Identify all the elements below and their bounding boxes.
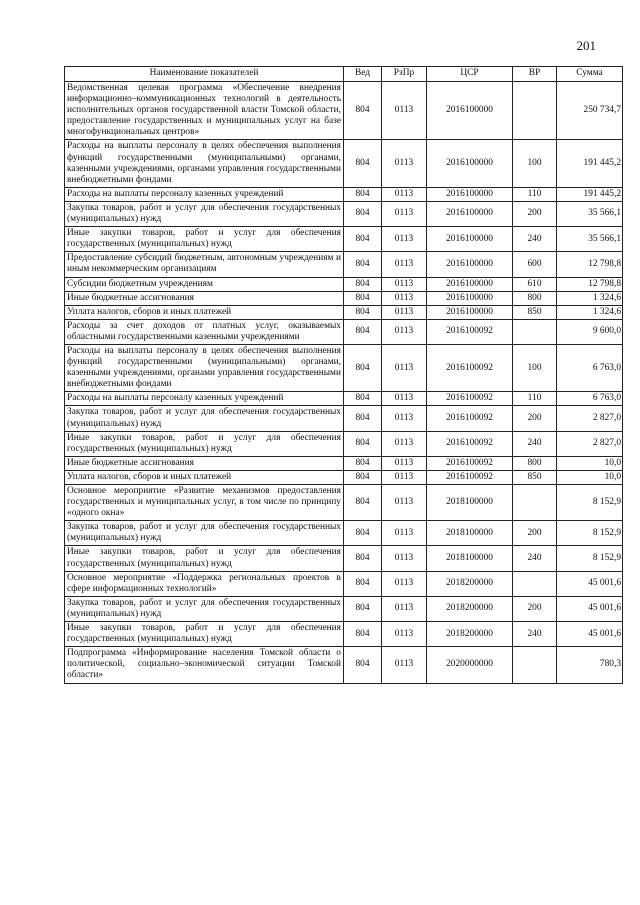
table-row	[65, 546, 623, 571]
cell-csr: 2016100092	[427, 344, 513, 391]
cell-ved: 804	[344, 470, 382, 484]
table-row	[65, 291, 623, 305]
cell-rzpr: 0113	[382, 596, 427, 621]
cell-name: Расходы за счет доходов от платных услуг, оказываемых областными государственными казенными учреждениями	[65, 319, 344, 344]
cell-ved: 804	[344, 406, 382, 431]
cell-name: Расходы на выплаты персоналу казенных учреждений	[65, 392, 344, 406]
table-row	[65, 201, 623, 226]
table-row	[65, 140, 623, 187]
cell-ved: 804	[344, 305, 382, 319]
cell-sum: 8 152,9	[557, 521, 623, 546]
cell-rzpr: 0113	[382, 622, 427, 647]
cell-csr: 2016100000	[427, 252, 513, 277]
cell-rzpr: 0113	[382, 252, 427, 277]
cell-ved: 804	[344, 546, 382, 571]
table-row	[65, 392, 623, 406]
table-row	[65, 305, 623, 319]
table-row	[65, 622, 623, 647]
cell-rzpr: 0113	[382, 82, 427, 140]
cell-name: Иные бюджетные ассигнования	[65, 456, 344, 470]
cell-csr: 2018100000	[427, 546, 513, 571]
cell-sum: 45 001,6	[557, 596, 623, 621]
cell-ved: 804	[344, 456, 382, 470]
table-row	[65, 596, 623, 621]
cell-csr: 2016100000	[427, 305, 513, 319]
table-row	[65, 431, 623, 456]
cell-vr: 800	[513, 291, 557, 305]
cell-ved: 804	[344, 140, 382, 187]
cell-ved: 804	[344, 622, 382, 647]
cell-name: Закупка товаров, работ и услуг для обеспечения государственных (муниципальных) нужд	[65, 596, 344, 621]
cell-csr: 2020000000	[427, 647, 513, 683]
table-row	[65, 406, 623, 431]
cell-ved: 804	[344, 201, 382, 226]
cell-rzpr: 0113	[382, 187, 427, 201]
cell-name: Расходы на выплаты персоналу в целях обеспечения выполнения функций государственными (муниципальными) органами, казенными учреждениями, органами управления государственными внебюджетными фондами	[65, 344, 344, 391]
cell-csr: 2016100000	[427, 227, 513, 252]
header-ved: Вед	[344, 67, 382, 82]
cell-vr: 200	[513, 521, 557, 546]
table-body	[65, 82, 623, 684]
cell-rzpr: 0113	[382, 392, 427, 406]
cell-csr: 2016100092	[427, 470, 513, 484]
cell-csr: 2018200000	[427, 622, 513, 647]
cell-sum: 191 445,2	[557, 140, 623, 187]
cell-name: Уплата налогов, сборов и иных платежей	[65, 470, 344, 484]
cell-sum: 8 152,9	[557, 546, 623, 571]
table-row	[65, 227, 623, 252]
cell-rzpr: 0113	[382, 431, 427, 456]
cell-rzpr: 0113	[382, 277, 427, 291]
cell-sum: 45 001,6	[557, 571, 623, 596]
cell-rzpr: 0113	[382, 456, 427, 470]
cell-ved: 804	[344, 596, 382, 621]
table-row	[65, 485, 623, 521]
header-sum: Сумма	[557, 67, 623, 82]
cell-sum: 35 566,1	[557, 201, 623, 226]
cell-ved: 804	[344, 344, 382, 391]
cell-vr	[513, 647, 557, 683]
cell-name: Уплата налогов, сборов и иных платежей	[65, 305, 344, 319]
cell-rzpr: 0113	[382, 319, 427, 344]
cell-csr: 2016100000	[427, 187, 513, 201]
cell-csr: 2016100092	[427, 319, 513, 344]
table-row	[65, 456, 623, 470]
cell-csr: 2016100092	[427, 456, 513, 470]
cell-sum: 10,0	[557, 456, 623, 470]
table-row	[65, 571, 623, 596]
cell-sum: 1 324,6	[557, 291, 623, 305]
cell-csr: 2016100000	[427, 201, 513, 226]
cell-name: Иные закупки товаров, работ и услуг для обеспечения государственных (муниципальных) нужд	[65, 431, 344, 456]
cell-rzpr: 0113	[382, 571, 427, 596]
cell-sum: 191 445,2	[557, 187, 623, 201]
cell-name: Основное мероприятие «Развитие механизмов предоставления государственных и муниципальных услуг, в том числе по принципу «одного окна»	[65, 485, 344, 521]
cell-ved: 804	[344, 431, 382, 456]
cell-rzpr: 0113	[382, 521, 427, 546]
cell-ved: 804	[344, 291, 382, 305]
cell-ved: 804	[344, 392, 382, 406]
cell-ved: 804	[344, 252, 382, 277]
cell-rzpr: 0113	[382, 201, 427, 226]
cell-csr: 2016100092	[427, 431, 513, 456]
table-row	[65, 187, 623, 201]
cell-vr	[513, 82, 557, 140]
cell-vr: 200	[513, 596, 557, 621]
cell-csr: 2016100092	[427, 406, 513, 431]
cell-name: Ведомственная целевая программа «Обеспечение внедрения информационно–коммуникационных технологий в деятельность исполнительных органов государственной власти Томской области, предоставление государственных и муниципальных услуг на базе многофункциональных центров»	[65, 82, 344, 140]
cell-vr: 850	[513, 305, 557, 319]
cell-csr: 2018100000	[427, 485, 513, 521]
cell-rzpr: 0113	[382, 485, 427, 521]
cell-vr	[513, 485, 557, 521]
cell-sum: 8 152,9	[557, 485, 623, 521]
cell-sum: 35 566,1	[557, 227, 623, 252]
header-vr: ВР	[513, 67, 557, 82]
table-row	[65, 277, 623, 291]
cell-name: Расходы на выплаты персоналу казенных учреждений	[65, 187, 344, 201]
cell-sum: 2 827,0	[557, 431, 623, 456]
cell-ved: 804	[344, 571, 382, 596]
cell-ved: 804	[344, 485, 382, 521]
table-row	[65, 319, 623, 344]
table-row	[65, 470, 623, 484]
cell-sum: 780,3	[557, 647, 623, 683]
cell-ved: 804	[344, 521, 382, 546]
header-csr: ЦСР	[427, 67, 513, 82]
cell-name: Закупка товаров, работ и услуг для обеспечения государственных (муниципальных) нужд	[65, 521, 344, 546]
table-row	[65, 82, 623, 140]
table-row	[65, 344, 623, 391]
cell-name: Закупка товаров, работ и услуг для обеспечения государственных (муниципальных) нужд	[65, 201, 344, 226]
cell-name: Подпрограмма «Информирование населения Томской области о политической, социально–экономической ситуации Томской области»	[65, 647, 344, 683]
cell-vr: 110	[513, 187, 557, 201]
table-row	[65, 647, 623, 683]
cell-csr: 2016100000	[427, 82, 513, 140]
cell-sum: 12 798,8	[557, 277, 623, 291]
cell-vr: 240	[513, 227, 557, 252]
cell-name: Иные закупки товаров, работ и услуг для обеспечения государственных (муниципальных) нужд	[65, 546, 344, 571]
cell-vr: 240	[513, 622, 557, 647]
cell-vr: 600	[513, 252, 557, 277]
cell-vr: 240	[513, 546, 557, 571]
cell-name: Иные закупки товаров, работ и услуг для обеспечения государственных (муниципальных) нужд	[65, 227, 344, 252]
cell-vr: 200	[513, 201, 557, 226]
cell-csr: 2018100000	[427, 521, 513, 546]
cell-vr: 100	[513, 344, 557, 391]
cell-sum: 10,0	[557, 470, 623, 484]
cell-name: Субсидии бюджетным учреждениям	[65, 277, 344, 291]
budget-table	[64, 66, 623, 684]
cell-vr	[513, 319, 557, 344]
cell-rzpr: 0113	[382, 344, 427, 391]
cell-sum: 12 798,8	[557, 252, 623, 277]
cell-ved: 804	[344, 82, 382, 140]
cell-rzpr: 0113	[382, 546, 427, 571]
cell-ved: 804	[344, 187, 382, 201]
cell-sum: 1 324,6	[557, 305, 623, 319]
cell-sum: 250 734,7	[557, 82, 623, 140]
cell-sum: 9 600,0	[557, 319, 623, 344]
cell-vr: 100	[513, 140, 557, 187]
cell-csr: 2018200000	[427, 596, 513, 621]
cell-ved: 804	[344, 647, 382, 683]
cell-sum: 6 763,0	[557, 344, 623, 391]
cell-ved: 804	[344, 277, 382, 291]
cell-csr: 2016100000	[427, 277, 513, 291]
cell-csr: 2016100000	[427, 140, 513, 187]
cell-vr: 850	[513, 470, 557, 484]
cell-sum: 6 763,0	[557, 392, 623, 406]
cell-sum: 2 827,0	[557, 406, 623, 431]
table-row	[65, 252, 623, 277]
cell-name: Предоставление субсидий бюджетным, автономным учреждениям и иным некоммерческим организациям	[65, 252, 344, 277]
header-rzpr: РзПр	[382, 67, 427, 82]
table-row	[65, 521, 623, 546]
cell-vr: 110	[513, 392, 557, 406]
table-header-row	[65, 67, 623, 82]
cell-sum: 45 001,6	[557, 622, 623, 647]
cell-rzpr: 0113	[382, 305, 427, 319]
cell-rzpr: 0113	[382, 140, 427, 187]
cell-vr: 610	[513, 277, 557, 291]
cell-csr: 2016100000	[427, 291, 513, 305]
cell-rzpr: 0113	[382, 227, 427, 252]
cell-name: Основное мероприятие «Поддержка региональных проектов в сфере информационных технологий»	[65, 571, 344, 596]
cell-csr: 2018200000	[427, 571, 513, 596]
cell-vr: 800	[513, 456, 557, 470]
header-name: Наименование показателей	[65, 67, 344, 82]
cell-vr	[513, 571, 557, 596]
cell-vr: 240	[513, 431, 557, 456]
cell-rzpr: 0113	[382, 291, 427, 305]
cell-vr: 200	[513, 406, 557, 431]
cell-name: Расходы на выплаты персоналу в целях обеспечения выполнения функций государственными (муниципальными) органами, казенными учреждениями, органами управления государственными внебюджетными фондами	[65, 140, 344, 187]
cell-ved: 804	[344, 319, 382, 344]
cell-name: Закупка товаров, работ и услуг для обеспечения государственных (муниципальных) нужд	[65, 406, 344, 431]
page-number: 201	[576, 38, 596, 53]
cell-csr: 2016100092	[427, 392, 513, 406]
cell-name: Иные бюджетные ассигнования	[65, 291, 344, 305]
cell-rzpr: 0113	[382, 470, 427, 484]
cell-rzpr: 0113	[382, 647, 427, 683]
cell-rzpr: 0113	[382, 406, 427, 431]
cell-ved: 804	[344, 227, 382, 252]
cell-name: Иные закупки товаров, работ и услуг для обеспечения государственных (муниципальных) нужд	[65, 622, 344, 647]
